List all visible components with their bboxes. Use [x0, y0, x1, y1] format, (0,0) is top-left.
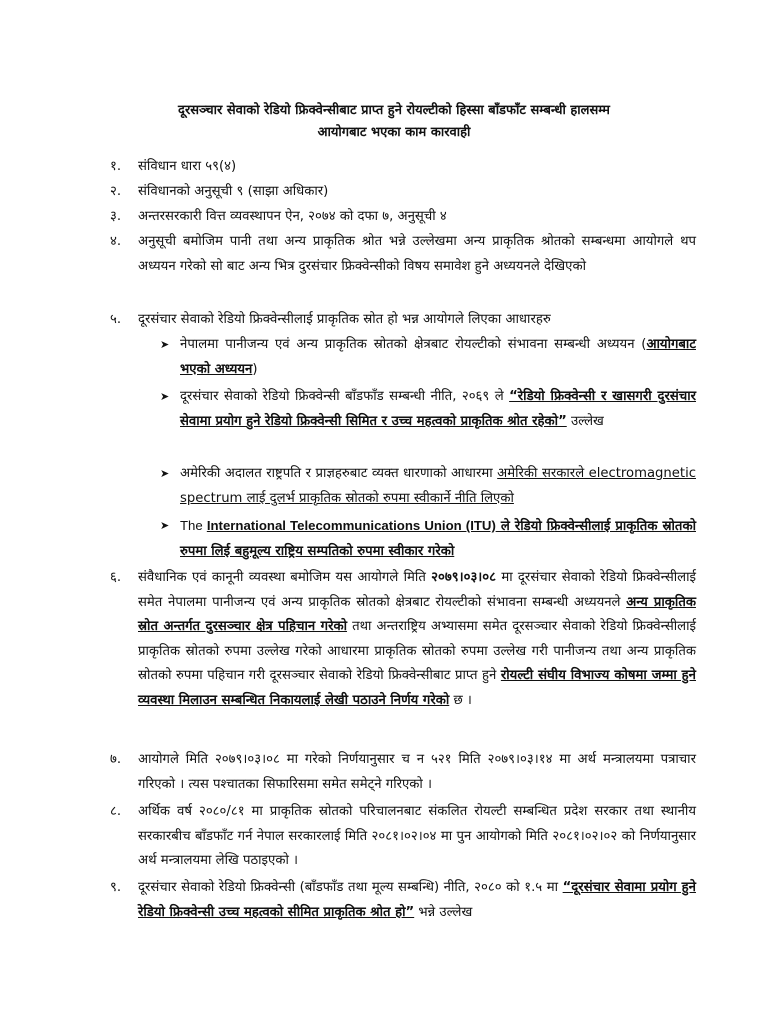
document-title-line-1: दूरसञ्चार सेवाको रेडियो फ्रिक्वेन्सीबाट प्राप्त हुने रोयल्टीको हिस्सा बाँडफाँट सम्बन्धी हालसम्म: [178, 103, 610, 118]
sub-item-text: दूरसंचार सेवाको रेडियो फ्रिक्वेन्सी बाँडफाँड सम्बन्धी नीति, २०६९ ले “रेडियो फ्रिक्वेन्सी र खासगरी दुरसंचार सेवामा प्रयोग हुने रेडियो फ्रिक्वेन्सी सिमित र उच्च महत्वको प्राकृतिक श्रोत रहेको” उल्लेख: [180, 389, 697, 429]
list-item-5: [112, 308, 696, 333]
item-number: ८.: [110, 804, 122, 819]
arrow-bullet-icon: ➤: [160, 390, 170, 403]
document-title-line-2: आयोगबाट भएका काम कारवाही: [317, 125, 471, 140]
item-number: ६.: [110, 570, 122, 585]
arrow-bullet-icon: ➤: [160, 467, 170, 480]
sub-item-3: [160, 462, 696, 511]
list-item-9: [112, 876, 696, 925]
arrow-bullet-icon: ➤: [160, 519, 170, 532]
item-number: ३.: [110, 209, 122, 224]
item-text: आयोगले मिति २०७९।०३।०८ मा गरेको निर्णयानुसार च न ५२१ मिति २०७९।०३।१४ मा अर्थ मन्त्रालयमा पत्राचार गरिएको । त्यस पश्चातका सिफारिसमा समेत समेट्ने गरिएको ।: [138, 752, 696, 792]
sub-item-1: [160, 333, 696, 382]
list-item-2: [112, 180, 696, 205]
item-text: अनुसूची बमोजिम पानी तथा अन्य प्राकृतिक श्रोत भन्ने उल्लेखमा अन्य प्राकृतिक श्रोतको सम्बन्धमा आयोगले थप अध्ययन गरेको सो बाट अन्य भित्र दुरसंचार फ्रिक्वेन्सीको विषय समावेश हुने अध्ययनले देखिएको: [138, 234, 696, 274]
list-item-6: [112, 566, 696, 713]
item-text: अन्तरसरकारी वित्त व्यवस्थापन ऐन, २०७४ को दफा ७, अनुसूची ४: [138, 209, 447, 224]
sub-item-2: [160, 385, 696, 434]
item-text: अर्थिक वर्ष २०८०/८१ मा प्राकृतिक स्रोतको परिचालनबाट संकलित रोयल्टी सम्बन्धित प्रदेश सरकार तथा स्थानीय सरकारबीच बाँडफाँट गर्न नेपाल सरकारलाई मिति २०८१।०२।०४ मा पुन आयोगको मिति २०८१।०२।०२ को निर्णयानुसार अर्थ मन्त्रालयमा लेखि पठाइएको ।: [138, 804, 696, 868]
item-number: ९.: [110, 880, 122, 895]
list-item-7: [112, 748, 696, 797]
item-text: दूरसंचार सेवाको रेडियो फ्रिक्वेन्सी (बाँडफाँड तथा मूल्य सम्बन्धि) नीति, २०८० को १.५ मा “दूरसंचार सेवामा प्रयोग हुने रेडियो फ्रिक्वेन्सी उच्च महत्वको सीमित प्राकृतिक श्रोत हो” भन्ने उल्लेख: [138, 880, 696, 920]
item-text: संवैधानिक एवं कानूनी व्यवस्था बमोजिम यस आयोगले मिति २०७९।०३।०८ मा दूरसंचार सेवाको रेडियो फ्रिक्वेन्सीलाई समेत नेपालमा पानीजन्य एवं अन्य प्राकृतिक स्रोतको क्षेत्रबाट रोयल्टीको संभावना सम्बन्धी अध्ययनले अन्य प्राकृतिक स्रोत अन्तर्गत दुरसञ्चार क्षेत्र पहिचान गरेको तथा अन्तराष्ट्रिय अभ्यासमा समेत दूरसञ्चार सेवाको रेडियो फ्रिक्वेन्सीलाई प्राकृतिक स्रोतको रुपमा उल्लेख गरेको आधारमा प्राकृतिक स्रोतको रुपमा उल्लेख गरी पानीजन्य तथा अन्य प्राकृतिक स्रोतको रुपमा पहिचान गरी दूरसञ्चार सेवाको रेडियो फ्रिक्वेन्सीबाट प्राप्त हुने रोयल्टी संघीय विभाज्य कोषमा जम्मा हुने व्यवस्था मिलाउन सम्बन्धित निकायलाई लेखी पठाउने निर्णय गरेको छ ।: [138, 570, 697, 708]
sub-item-text: नेपालमा पानीजन्य एवं अन्य प्राकृतिक स्रोतको क्षेत्रबाट रोयल्टीको संभावना सम्बन्धी अध्ययन (आयोगबाट भएको अध्ययन): [180, 337, 696, 377]
item-number: ७.: [110, 752, 122, 767]
item-number: ४.: [110, 234, 122, 249]
item-number: २.: [110, 184, 122, 199]
item-text: संविधानको अनुसूची ९ (साझा अधिकार): [138, 184, 329, 199]
list-item-1: [112, 155, 696, 180]
arrow-bullet-icon: ➤: [160, 338, 170, 351]
item-text: दूरसंचार सेवाको रेडियो फ्रिक्वेन्सीलाई प्राकृतिक स्रोत हो भन्न आयोगले लिएका आधारहरु: [138, 312, 551, 327]
item-number: ५.: [110, 312, 122, 327]
list-item-3: [112, 205, 696, 230]
item-text: संविधान धारा ५९(४): [138, 159, 237, 174]
item-number: १.: [110, 159, 122, 174]
sub-item-text: The International Telecommunications Union (ITU) ले रेडियो फ्रिक्वेन्सीलाई प्राकृतिक स्रोतको रुपमा लिई बहुमूल्य राष्ट्रिय सम्पतिको रुपमा स्वीकार गरेको: [180, 518, 696, 559]
sub-item-4: [160, 514, 696, 564]
sub-item-text: अमेरिकी अदालत राष्ट्रपति र प्राज्ञहरुबाट व्यक्त धारणाको आधारमा अमेरिकी सरकारले electromagnetic spectrum लाई दुलर्भ प्राकृतिक स्रोतको रुपमा स्वीकार्ने नीति लिएको: [180, 466, 696, 506]
list-item-4: [112, 230, 696, 279]
list-item-8: [112, 800, 696, 874]
